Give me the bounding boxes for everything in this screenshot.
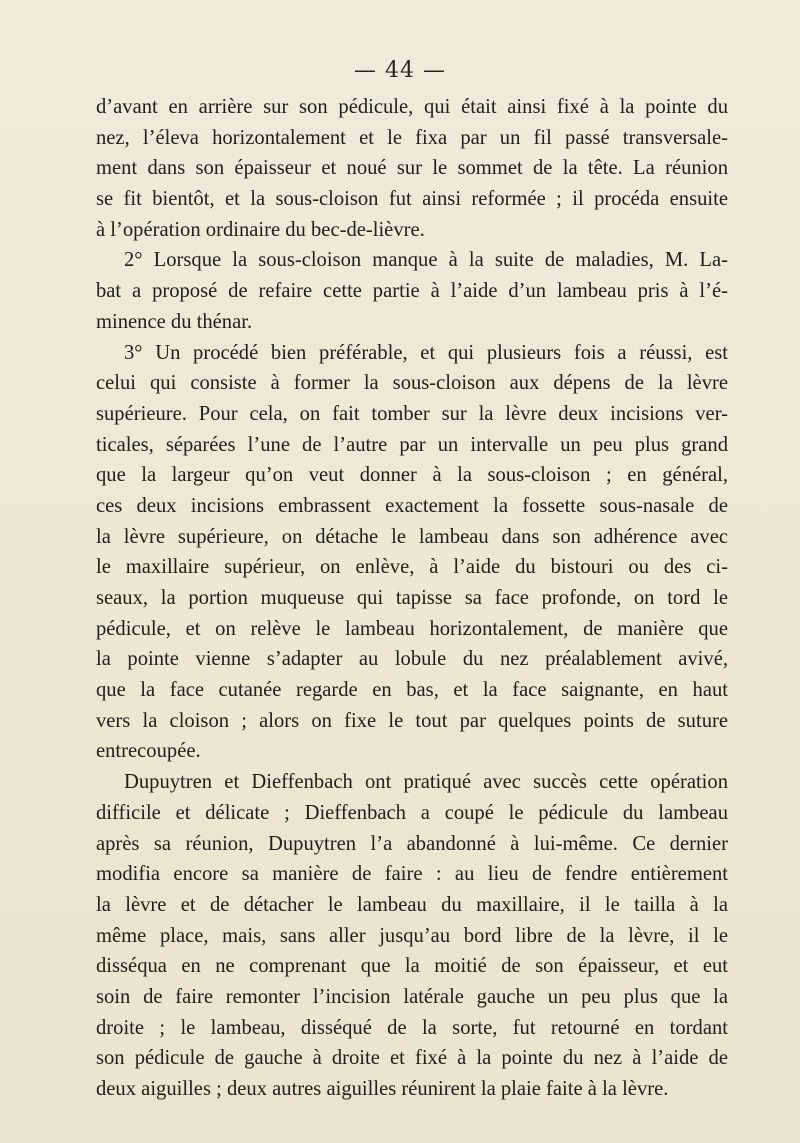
text-line: entrecoupée. — [96, 740, 201, 763]
text-line: la lèvre et de détacher le lambeau du maxillaire, il le tailla à la — [96, 893, 728, 916]
text-line: difficile et délicate ; Dieffenbach a coupé le pédicule du lambeau — [96, 801, 728, 824]
text-line: d’avant en arrière sur son pédicule, qui était ainsi fixé à la pointe du — [96, 96, 728, 118]
text-line: modifia encore sa manière de faire : au lieu de fendre entièrement — [96, 863, 728, 886]
text-line: pédicule, et on relève le lambeau horizontalement, de manière que — [96, 617, 728, 640]
body-text — [96, 92, 728, 1105]
text-line: nez, l’éleva horizontalement et le fixa par un fil passé transversale- — [96, 126, 728, 149]
text-line: se fit bientôt, et la sous-cloison fut ainsi reformée ; il procéda ensuite — [96, 188, 728, 211]
text-line: ticales, séparées l’une de l’autre par un intervalle un peu plus grand — [96, 433, 728, 456]
text-line: minence du thénar. — [96, 310, 253, 333]
text-line: après sa réunion, Dupuytren l’a abandonné à lui-même. Ce dernier — [96, 832, 728, 855]
text-line: seaux, la portion muqueuse qui tapisse sa face profonde, on tord le — [96, 587, 728, 609]
text-line: disséqua en ne comprenant que la moitié de son épaisseur, et eut — [96, 955, 728, 978]
text-line: que la face cutanée regarde en bas, et la face saignante, en haut — [96, 679, 728, 702]
text-line: Dupuytren et Dieffenbach ont pratiqué avec succès cette opération — [124, 771, 728, 794]
text-line: 3° Un procédé bien préférable, et qui plusieurs fois a réussi, est — [124, 341, 728, 364]
page-number: — 44 — — [354, 58, 446, 83]
text-line: même place, mais, sans aller jusqu’au bord libre de la lèvre, il le — [96, 924, 728, 947]
text-line: supérieure. Pour cela, on fait tomber sur la lèvre deux incisions ver- — [96, 402, 728, 425]
text-line: droite ; le lambeau, disséqué de la sorte, fut retourné en tordant — [96, 1016, 728, 1039]
text-line: soin de faire remonter l’incision latérale gauche un peu plus que la — [96, 985, 728, 1008]
text-line: vers la cloison ; alors on fixe le tout par quelques points de suture — [96, 709, 728, 732]
text-line: ces deux incisions embrassent exactement la fossette sous-nasale de — [96, 494, 728, 517]
text-line: deux aiguilles ; deux autres aiguilles réunirent la plaie faite à la lèvre. — [96, 1078, 669, 1100]
text-line: ment dans son épaisseur et noué sur le sommet de la tête. La réunion — [96, 157, 728, 180]
text-line: que la largeur qu’on veut donner à la sous-cloison ; en général, — [96, 464, 728, 487]
text-line: son pédicule de gauche à droite et fixé à la pointe du nez à l’aide de — [96, 1047, 728, 1070]
text-line: 2° Lorsque la sous-cloison manque à la suite de maladies, M. La- — [124, 249, 728, 272]
text-line: la pointe vienne s’adapter au lobule du nez préalablement avivé, — [96, 648, 728, 671]
text-line: à l’opération ordinaire du bec-de-lièvre. — [96, 218, 425, 241]
text-line: le maxillaire supérieur, on enlève, à l’aide du bistouri ou des ci- — [96, 556, 728, 579]
text-line: bat a proposé de refaire cette partie à l’aide d’un lambeau pris à l’é- — [96, 280, 728, 303]
text-line: la lèvre supérieure, on détache le lambeau dans son adhérence avec — [96, 525, 728, 548]
text-line: celui qui consiste à former la sous-cloison aux dépens de la lèvre — [96, 372, 728, 395]
